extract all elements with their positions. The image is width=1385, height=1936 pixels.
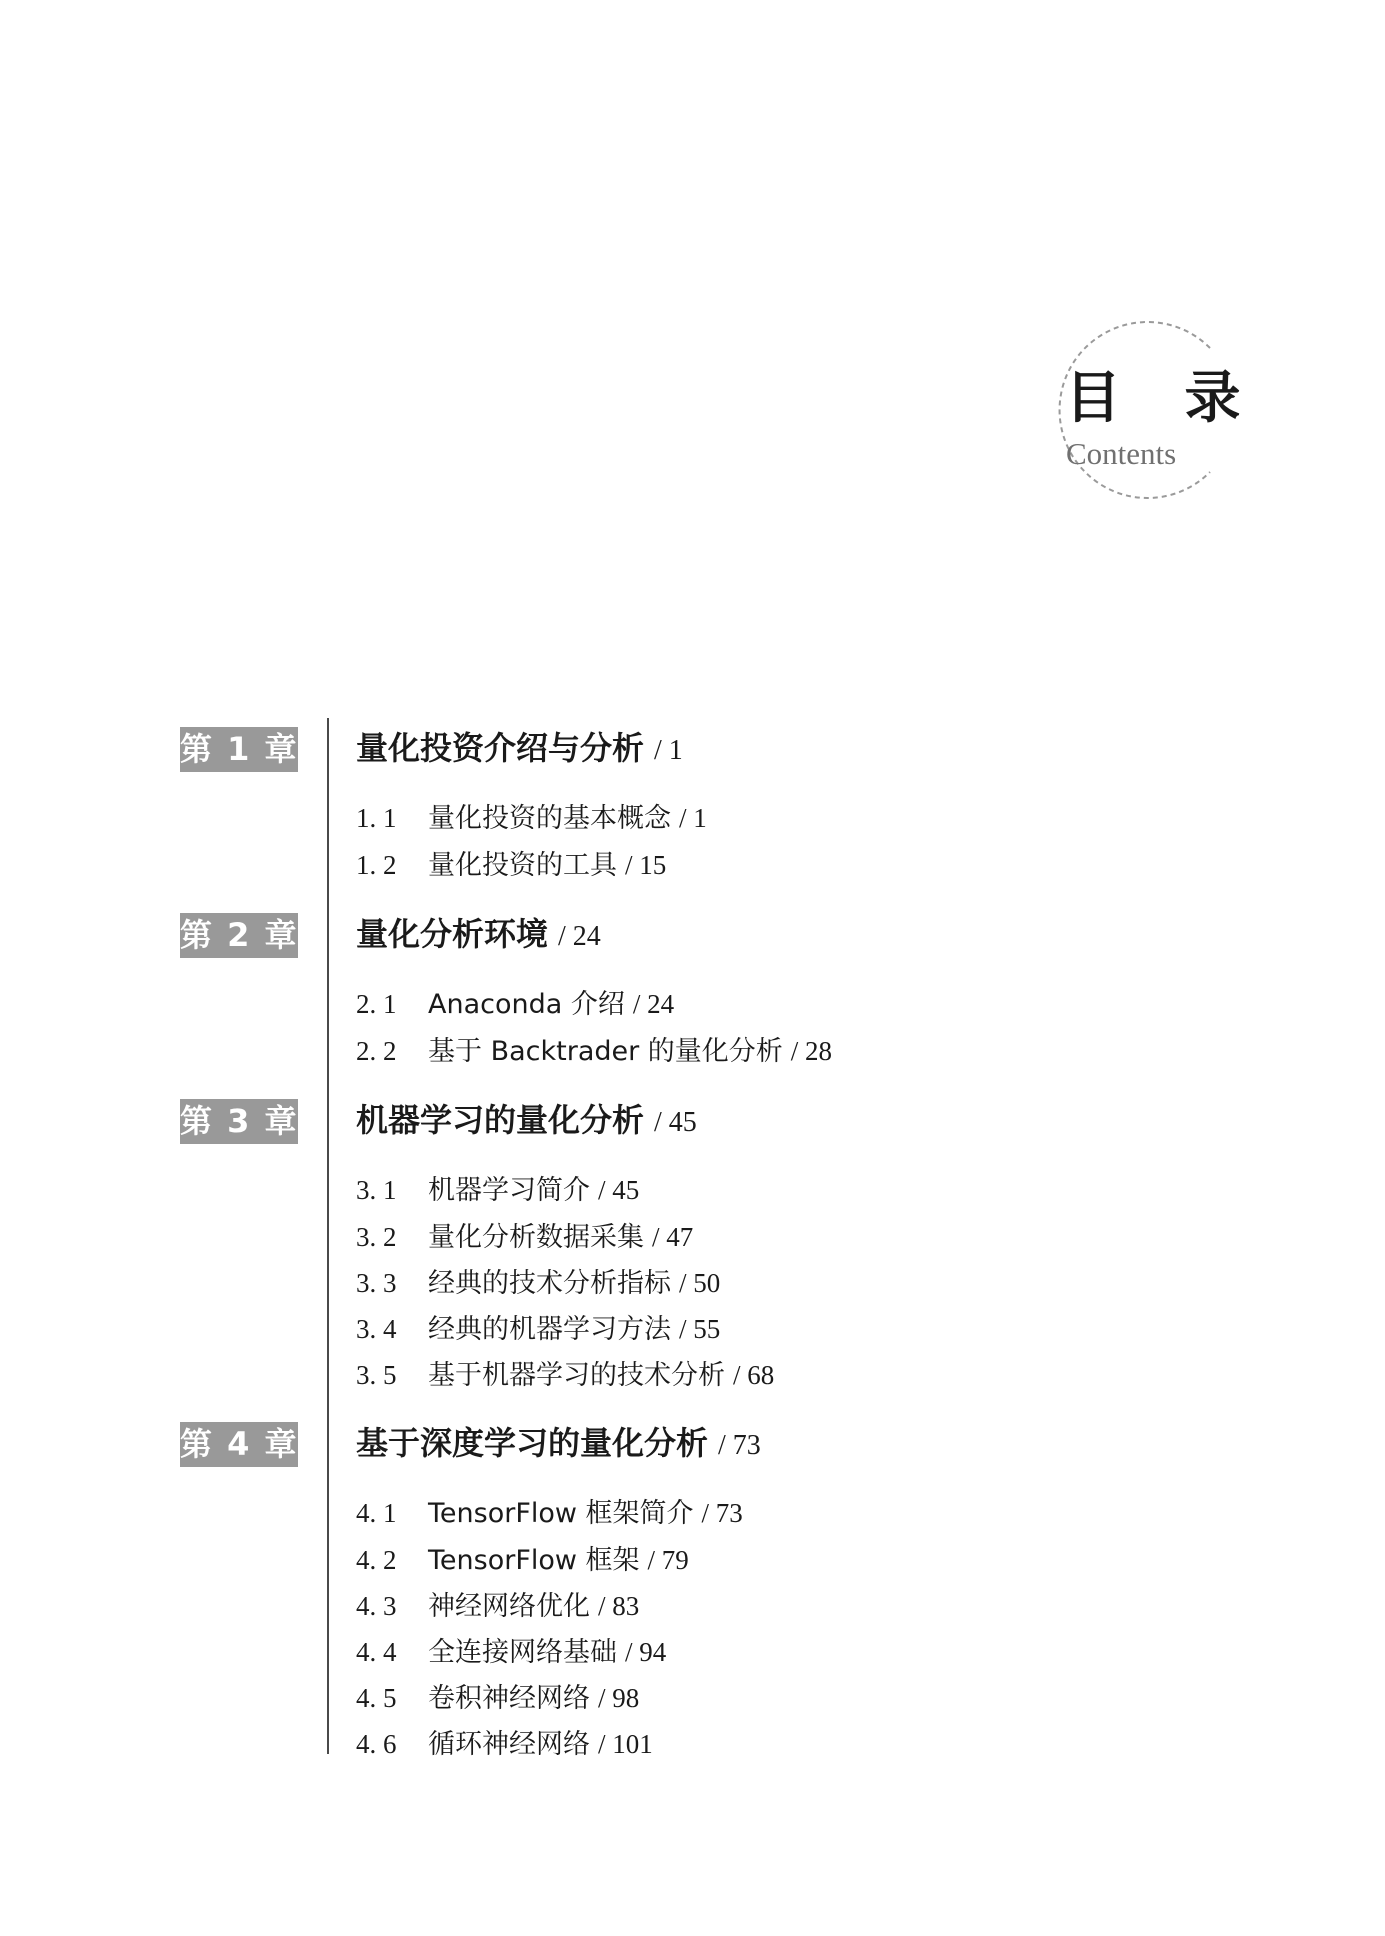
section-title: 经典的技术分析指标 — [428, 1268, 671, 1299]
section-2-2[interactable] — [356, 1031, 832, 1072]
section-page: / 73 — [701, 1498, 743, 1528]
section-number: 4. 3 — [356, 1591, 397, 1621]
section-3-3[interactable] — [356, 1263, 720, 1304]
section-page: / 47 — [652, 1222, 694, 1252]
chapter-2-badge: 第 2 章 — [180, 913, 298, 958]
section-3-1[interactable] — [356, 1170, 639, 1211]
section-number: 2. 1 — [356, 989, 397, 1019]
chapter-4-title[interactable] — [356, 1421, 761, 1468]
section-title: 经典的机器学习方法 — [428, 1314, 671, 1345]
section-page: / 45 — [598, 1175, 640, 1205]
section-2-1[interactable] — [356, 984, 674, 1025]
section-title: 全连接网络基础 — [428, 1637, 617, 1668]
section-page: / 28 — [790, 1036, 833, 1066]
section-title: 量化投资的基本概念 — [428, 803, 671, 834]
section-number: 3. 4 — [356, 1314, 397, 1344]
section-number: 4. 2 — [356, 1545, 397, 1575]
section-number: 3. 2 — [356, 1222, 397, 1252]
section-page: / 79 — [647, 1545, 689, 1575]
chapter-4-badge: 第 4 章 — [180, 1422, 298, 1467]
section-page: / 15 — [625, 850, 667, 880]
chapter-3-title[interactable] — [356, 1098, 697, 1145]
section-title: 神经网络优化 — [428, 1591, 590, 1622]
section-title: 基于机器学习的技术分析 — [428, 1360, 725, 1391]
section-page: / 101 — [598, 1729, 653, 1759]
section-page: / 1 — [679, 803, 707, 833]
section-page: / 68 — [733, 1360, 775, 1390]
section-number: 3. 5 — [356, 1360, 397, 1390]
section-title: 基于 Backtrader 的量化分析 — [428, 1036, 783, 1067]
section-page: / 50 — [679, 1268, 721, 1298]
section-1-1[interactable] — [356, 798, 707, 839]
section-number: 4. 5 — [356, 1683, 397, 1713]
section-4-2[interactable] — [356, 1540, 689, 1581]
section-page: / 94 — [625, 1637, 667, 1667]
section-1-2[interactable] — [356, 845, 666, 886]
section-title: Anaconda 介绍 — [428, 989, 625, 1020]
section-number: 4. 1 — [356, 1498, 397, 1528]
chapter-1-badge: 第 1 章 — [180, 727, 298, 772]
toc-divider — [327, 718, 329, 1754]
chapter-page: / 1 — [654, 735, 683, 766]
section-4-5[interactable] — [356, 1678, 639, 1719]
section-3-5[interactable] — [356, 1355, 774, 1396]
page-subtitle: Contents — [1066, 436, 1177, 471]
section-number: 4. 6 — [356, 1729, 397, 1759]
section-title: TensorFlow 框架 — [428, 1545, 640, 1576]
section-4-1[interactable] — [356, 1493, 743, 1534]
page-title: 目 录 — [1065, 366, 1263, 431]
chapter-page: / 24 — [558, 921, 601, 952]
section-title: TensorFlow 框架简介 — [428, 1498, 694, 1529]
chapter-3-badge: 第 3 章 — [180, 1099, 298, 1144]
section-3-4[interactable] — [356, 1309, 720, 1350]
chapter-page: / 73 — [718, 1430, 761, 1461]
section-4-6[interactable] — [356, 1724, 653, 1765]
section-title: 机器学习简介 — [428, 1175, 590, 1206]
section-4-4[interactable] — [356, 1632, 666, 1673]
section-title: 卷积神经网络 — [428, 1683, 590, 1714]
chapter-title-text: 量化分析环境 — [356, 915, 549, 953]
chapter-title-text: 基于深度学习的量化分析 — [356, 1424, 709, 1462]
section-page: / 83 — [598, 1591, 640, 1621]
chapter-1-title[interactable] — [356, 726, 683, 773]
section-title: 量化分析数据采集 — [428, 1222, 644, 1253]
section-number: 3. 1 — [356, 1175, 397, 1205]
section-3-2[interactable] — [356, 1217, 693, 1258]
section-page: / 24 — [632, 989, 675, 1019]
section-number: 3. 3 — [356, 1268, 397, 1298]
section-title: 循环神经网络 — [428, 1729, 590, 1760]
chapter-title-text: 量化投资介绍与分析 — [356, 729, 645, 767]
section-number: 1. 2 — [356, 850, 397, 880]
section-page: / 55 — [679, 1314, 721, 1344]
section-number: 4. 4 — [356, 1637, 397, 1667]
chapter-2-title[interactable] — [356, 912, 601, 959]
chapter-page: / 45 — [654, 1107, 697, 1138]
section-page: / 98 — [598, 1683, 640, 1713]
chapter-title-text: 机器学习的量化分析 — [356, 1101, 645, 1139]
section-title: 量化投资的工具 — [428, 850, 617, 881]
section-number: 1. 1 — [356, 803, 397, 833]
section-4-3[interactable] — [356, 1586, 639, 1627]
section-number: 2. 2 — [356, 1036, 397, 1066]
